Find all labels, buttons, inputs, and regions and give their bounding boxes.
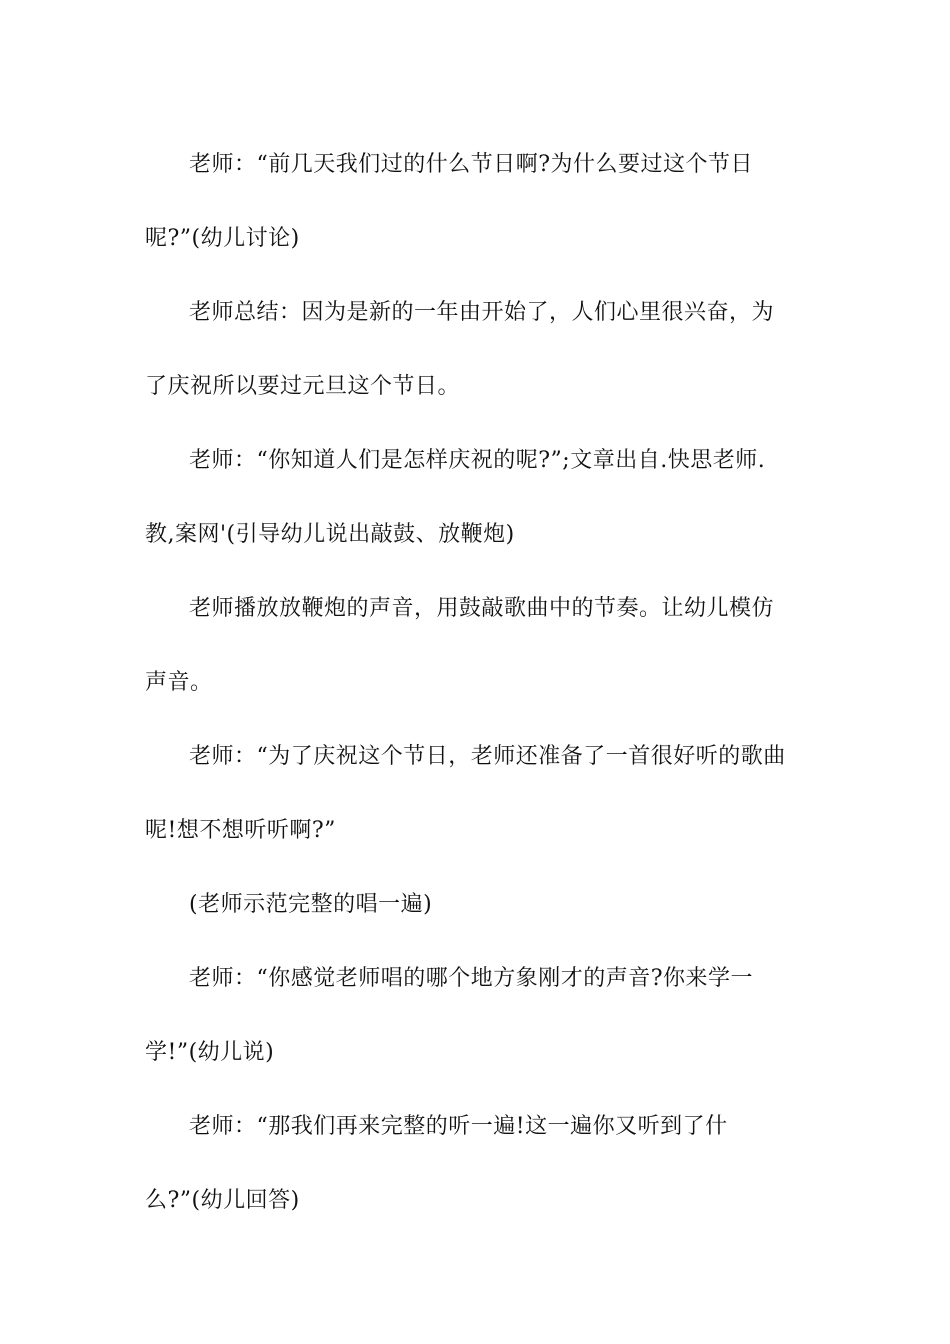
paragraph-4: 老师播放放鞭炮的声音，用鼓敲歌曲中的节奏。让幼儿模仿声音。 — [145, 596, 775, 695]
paragraph-6: (老师示范完整的唱一遍) — [189, 892, 433, 917]
paragraph-8: 老师：“那我们再来完整的听一遍!这一遍你又听到了什么?”(幼儿回答) — [145, 1114, 728, 1213]
paragraph-2: 老师总结：因为是新的一年由开始了，人们心里很兴奋，为了庆祝所以要过元旦这个节日。 — [145, 300, 775, 399]
paragraph-7: 老师：“你感觉老师唱的哪个地方象刚才的声音?你来学一学!”(幼儿说) — [145, 966, 754, 1065]
paragraph-3: 老师：“你知道人们是怎样庆祝的呢?”;文章出自.快思老师.教,案网'(引导幼儿说出敲鼓、放鞭炮) — [145, 448, 766, 547]
paragraph-5: 老师：“为了庆祝这个节日，老师还准备了一首很好听的歌曲呢!想不想听听啊?” — [145, 744, 786, 843]
paragraph-1: 老师：“前几天我们过的什么节日啊?为什么要过这个节日呢?”(幼儿讨论) — [145, 152, 754, 251]
document-body — [145, 128, 795, 1238]
